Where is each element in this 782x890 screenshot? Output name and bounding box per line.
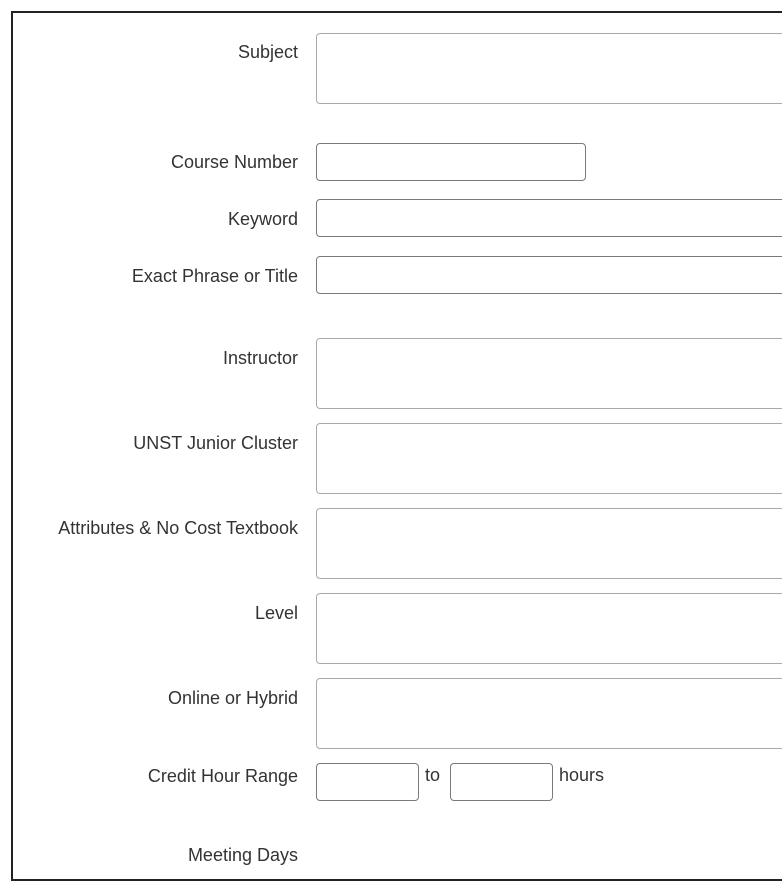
attributes-label: Attributes & No Cost Textbook (58, 518, 298, 538)
credit-hour-min-input[interactable] (316, 763, 419, 801)
instructor-select[interactable] (316, 338, 782, 409)
subject-select[interactable] (316, 33, 782, 104)
credit-hours-text: hours (559, 765, 605, 785)
meeting-days-label: Meeting Days (187, 845, 298, 865)
credit-hour-label: Credit Hour Range (147, 766, 298, 786)
level-select[interactable] (316, 593, 782, 664)
exact-phrase-input[interactable] (316, 256, 782, 294)
unst-cluster-select[interactable] (316, 423, 782, 494)
keyword-input[interactable] (316, 199, 782, 237)
exact-phrase-label: Exact Phrase or Title (131, 266, 298, 286)
course-number-input[interactable] (316, 143, 586, 181)
online-hybrid-label: Online or Hybrid (167, 688, 298, 708)
online-hybrid-select[interactable] (316, 678, 782, 749)
subject-label: Subject (237, 42, 298, 62)
course-number-label: Course Number (170, 152, 298, 172)
level-label: Level (254, 603, 298, 623)
unst-cluster-label: UNST Junior Cluster (133, 433, 298, 453)
instructor-label: Instructor (222, 348, 298, 368)
credit-to-text: to (425, 765, 441, 785)
keyword-label: Keyword (227, 209, 298, 229)
attributes-select[interactable] (316, 508, 782, 579)
credit-hour-max-input[interactable] (450, 763, 553, 801)
